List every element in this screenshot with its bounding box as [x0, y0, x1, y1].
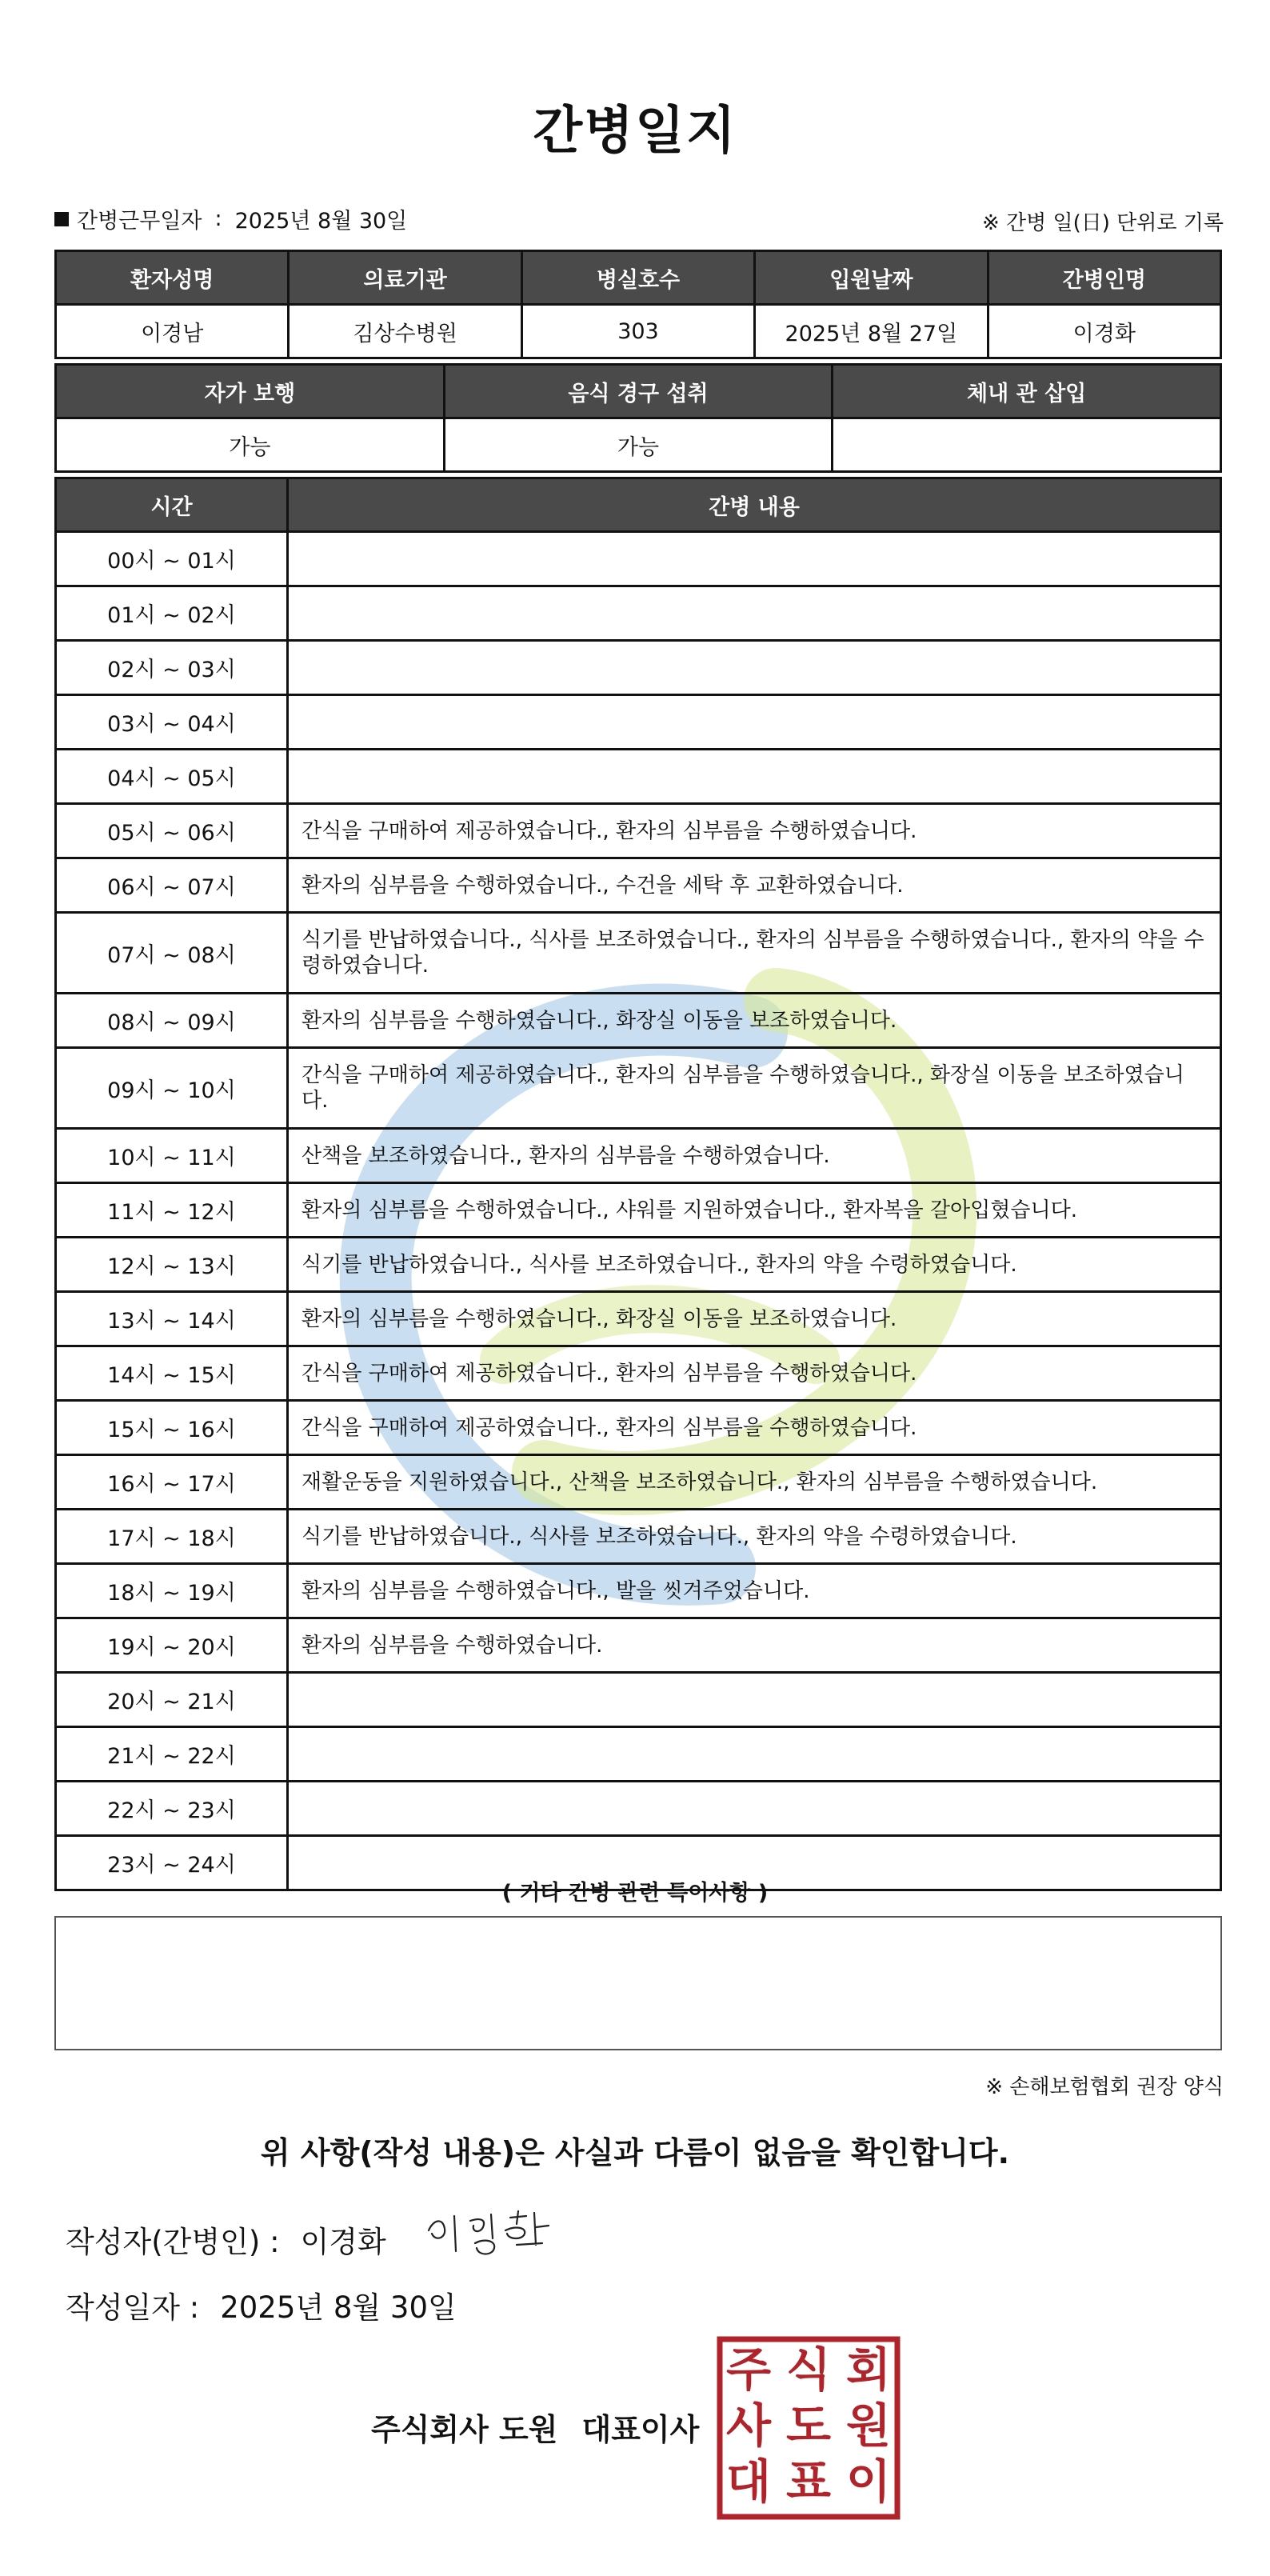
header-oral-intake: 음식 경구 섭취: [444, 365, 833, 418]
caregiver-name: 이경화: [988, 305, 1220, 358]
header-patient-name: 환자성명: [56, 251, 289, 305]
seal-char: 대: [725, 2454, 772, 2509]
seal-char: 주: [725, 2342, 772, 2397]
log-content: [288, 1782, 1221, 1836]
log-time: 07시 ~ 08시: [56, 913, 288, 994]
log-time: 14시 ~ 15시: [56, 1346, 288, 1401]
log-time: 17시 ~ 18시: [56, 1510, 288, 1564]
seal-char: 식: [785, 2342, 832, 2397]
header-self-walking: 자가 보행: [56, 365, 445, 418]
log-row: [56, 1455, 1221, 1510]
log-time: 20시 ~ 21시: [56, 1673, 288, 1727]
log-time: 01시 ~ 02시: [56, 586, 288, 641]
note-unit: ※ 간병 일(日) 단위로 기록: [981, 211, 1224, 235]
hospital: 김상수병원: [289, 305, 521, 358]
log-content: [288, 750, 1221, 804]
seal-char: 사: [725, 2398, 772, 2453]
patient-info-table: [54, 250, 1222, 359]
log-content: 간식을 구매하여 제공하였습니다., 환자의 심부름을 수행하였습니다., 화장실 이동을 보조하였습니다.: [288, 1048, 1221, 1129]
patient-status-table: [54, 363, 1222, 473]
log-content: 간식을 구매하여 제공하였습니다., 환자의 심부름을 수행하였습니다.: [288, 804, 1221, 858]
header-room-number: 병실호수: [521, 251, 754, 305]
log-row: [56, 1238, 1221, 1292]
seal-char: 원: [845, 2398, 892, 2453]
log-row: [56, 1836, 1221, 1890]
log-row: [56, 1401, 1221, 1455]
log-row: [56, 1510, 1221, 1564]
log-time: 22시 ~ 23시: [56, 1782, 288, 1836]
log-row: [56, 532, 1221, 586]
tube-insertion-value: [833, 418, 1221, 472]
handwritten-signature: [422, 2206, 566, 2262]
company-line: [371, 2405, 699, 2449]
log-content: [288, 586, 1221, 641]
log-time: 00시 ~ 01시: [56, 532, 288, 586]
care-log-table: [54, 477, 1222, 1891]
write-date-value: 2025년 8월 30일: [220, 2290, 457, 2325]
remarks-title: ( 기타 간병 관련 특이사항 ): [501, 1881, 769, 1906]
writer-line: [66, 2218, 386, 2261]
work-date-separator: :: [214, 206, 222, 231]
log-content: 식기를 반납하였습니다., 식사를 보조하였습니다., 환자의 심부름을 수행하였습니다., 환자의 약을 수령하였습니다.: [288, 913, 1221, 994]
log-time: 06시 ~ 07시: [56, 858, 288, 913]
company-name: 주식회사 도원: [371, 2412, 558, 2447]
log-content: [288, 1836, 1221, 1890]
log-time: 10시 ~ 11시: [56, 1129, 288, 1183]
self-walking-value: 가능: [56, 418, 445, 472]
log-content: 환자의 심부름을 수행하였습니다., 발을 씻겨주었습니다.: [288, 1564, 1221, 1618]
work-date-label: 간병근무일자: [77, 209, 202, 234]
log-row: [56, 586, 1221, 641]
log-content: 식기를 반납하였습니다., 식사를 보조하였습니다., 환자의 약을 수령하였습니다.: [288, 1238, 1221, 1292]
log-time: 15시 ~ 16시: [56, 1401, 288, 1455]
log-time: 08시 ~ 09시: [56, 994, 288, 1048]
log-time: 12시 ~ 13시: [56, 1238, 288, 1292]
log-time: 16시 ~ 17시: [56, 1455, 288, 1510]
log-content: [288, 1727, 1221, 1782]
seal-char: 이: [845, 2454, 892, 2509]
log-row: [56, 804, 1221, 858]
log-content: [288, 641, 1221, 695]
log-time: 18시 ~ 19시: [56, 1564, 288, 1618]
header-caregiver-name: 간병인명: [988, 251, 1220, 305]
bullet-square-icon: [54, 212, 69, 226]
oral-intake-value: 가능: [444, 418, 833, 472]
log-row: [56, 1618, 1221, 1673]
work-date: [54, 203, 407, 234]
header-time: 시간: [56, 478, 288, 532]
document-title: 간병일지: [533, 102, 737, 161]
log-content: 재활운동을 지원하였습니다., 산책을 보조하였습니다., 환자의 심부름을 수행하였습니다.: [288, 1455, 1221, 1510]
log-content: 환자의 심부름을 수행하였습니다., 샤워를 지원하였습니다., 환자복을 갈아입혔습니다.: [288, 1183, 1221, 1238]
log-content: 식기를 반납하였습니다., 식사를 보조하였습니다., 환자의 약을 수령하였습니다.: [288, 1510, 1221, 1564]
log-row: [56, 1292, 1221, 1346]
log-time: 05시 ~ 06시: [56, 804, 288, 858]
seal-char: 표: [785, 2454, 832, 2509]
seal-char: 회: [845, 2342, 892, 2397]
log-row: [56, 1564, 1221, 1618]
company-role: 대표이사: [581, 2412, 700, 2447]
company-seal: [717, 2336, 901, 2520]
log-time: 04시 ~ 05시: [56, 750, 288, 804]
seal-char: 도: [785, 2398, 832, 2453]
log-time: 21시 ~ 22시: [56, 1727, 288, 1782]
log-row: [56, 1183, 1221, 1238]
log-content: [288, 695, 1221, 750]
log-content: 간식을 구매하여 제공하였습니다., 환자의 심부름을 수행하였습니다.: [288, 1401, 1221, 1455]
log-content: 산책을 보조하였습니다., 환자의 심부름을 수행하였습니다.: [288, 1129, 1221, 1183]
log-time: 13시 ~ 14시: [56, 1292, 288, 1346]
writer-label: 작성자(간병인) :: [66, 2225, 280, 2259]
writer-name: 이경화: [300, 2225, 386, 2259]
patient-name: 이경남: [56, 305, 289, 358]
log-row: [56, 1727, 1221, 1782]
log-content: 환자의 심부름을 수행하였습니다., 화장실 이동을 보조하였습니다.: [288, 994, 1221, 1048]
log-row: [56, 858, 1221, 913]
header-care-content: 간병 내용: [288, 478, 1221, 532]
log-time: 02시 ~ 03시: [56, 641, 288, 695]
log-row: [56, 1782, 1221, 1836]
header-tube-insertion: 체내 관 삽입: [833, 365, 1221, 418]
log-content: 환자의 심부름을 수행하였습니다.: [288, 1618, 1221, 1673]
log-row: [56, 994, 1221, 1048]
confirmation-statement: 위 사항(작성 내용)은 사실과 다름이 없음을 확인합니다.: [260, 2135, 1010, 2170]
header-admission-date: 입원날짜: [755, 251, 988, 305]
room-number: 303: [521, 305, 754, 358]
log-time: 23시 ~ 24시: [56, 1836, 288, 1890]
log-content: [288, 1673, 1221, 1727]
log-time: 09시 ~ 10시: [56, 1048, 288, 1129]
log-row: [56, 1129, 1221, 1183]
log-content: [288, 532, 1221, 586]
log-row: [56, 695, 1221, 750]
header-hospital: 의료기관: [289, 251, 521, 305]
work-date-value: 2025년 8월 30일: [234, 209, 408, 234]
log-time: 11시 ~ 12시: [56, 1183, 288, 1238]
log-content: 환자의 심부름을 수행하였습니다., 수건을 세탁 후 교환하였습니다.: [288, 858, 1221, 913]
remarks-box: [54, 1916, 1222, 2050]
write-date-label: 작성일자 :: [66, 2290, 200, 2325]
log-row: [56, 1048, 1221, 1129]
write-date-line: [66, 2283, 457, 2326]
log-row: [56, 750, 1221, 804]
note-form: ※ 손해보험협회 권장 양식: [985, 2075, 1224, 2099]
admission-date: 2025년 8월 27일: [755, 305, 988, 358]
log-row: [56, 1673, 1221, 1727]
log-row: [56, 1346, 1221, 1401]
log-content: 간식을 구매하여 제공하였습니다., 환자의 심부름을 수행하였습니다.: [288, 1346, 1221, 1401]
log-time: 19시 ~ 20시: [56, 1618, 288, 1673]
log-content: 환자의 심부름을 수행하였습니다., 화장실 이동을 보조하였습니다.: [288, 1292, 1221, 1346]
log-row: [56, 913, 1221, 994]
log-row: [56, 641, 1221, 695]
log-time: 03시 ~ 04시: [56, 695, 288, 750]
